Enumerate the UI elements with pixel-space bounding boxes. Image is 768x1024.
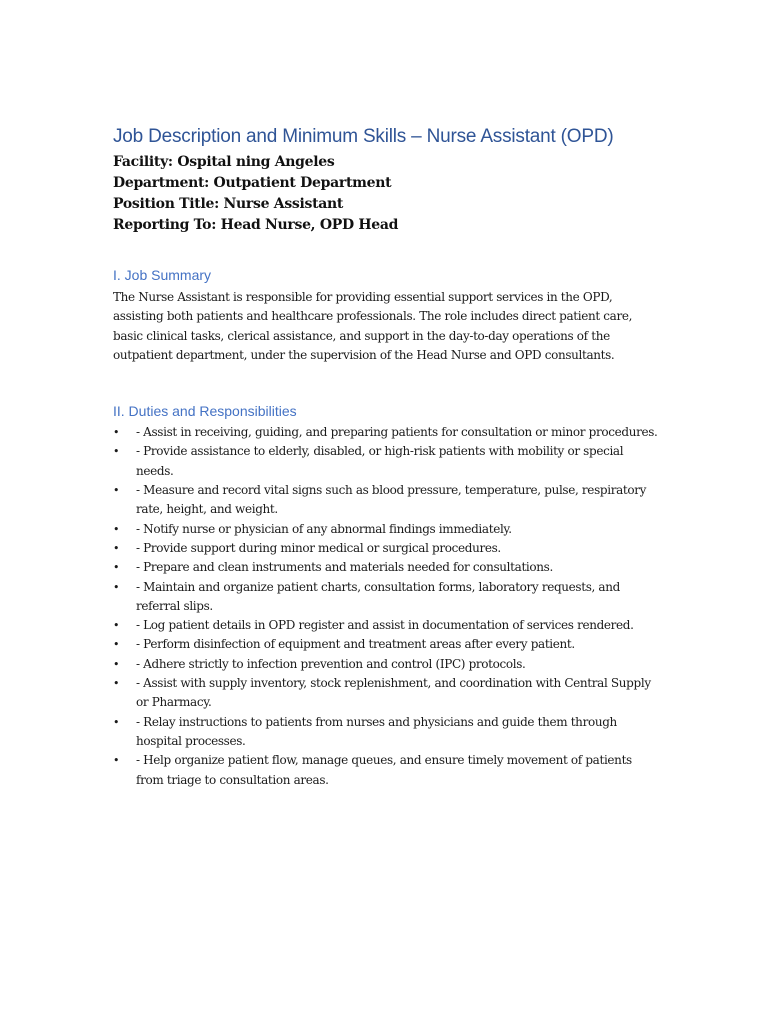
- duty-text: - Provide assistance to elderly, disabled, or high-risk patients with mobility or special needs.: [136, 444, 624, 478]
- meta-reporting-to: Reporting To: Head Nurse, OPD Head: [113, 217, 399, 233]
- section-heading-job-summary: I. Job Summary: [113, 267, 212, 283]
- duty-text: - Log patient details in OPD register and assist in documentation of services rendered.: [136, 618, 634, 633]
- bullet-icon: •: [113, 619, 120, 633]
- bullet-icon: •: [113, 754, 120, 768]
- meta-position-title: Position Title: Nurse Assistant: [113, 196, 344, 212]
- duty-text: - Adhere strictly to infection prevention and control (IPC) protocols.: [136, 656, 526, 671]
- duty-item: [113, 481, 661, 520]
- duty-text: - Maintain and organize patient charts, consultation forms, laboratory requests, and referral slips.: [136, 579, 620, 613]
- duty-item: [113, 442, 661, 481]
- bullet-icon: •: [113, 638, 120, 652]
- duty-text: - Assist in receiving, guiding, and preparing patients for consultation or minor procedures.: [136, 425, 658, 440]
- job-summary-text: The Nurse Assistant is responsible for providing essential support services in the OPD, assisting both patients and healthcare professionals. The role includes direct patient care, basic clinical tasks, clerical assistance, and support in the day-to-day operations of the outpatient department, under the supervision of the Head Nurse and OPD consultants.: [113, 290, 633, 362]
- bullet-icon: •: [113, 657, 120, 671]
- bullet-icon: •: [113, 580, 120, 594]
- duty-item: [113, 655, 661, 674]
- duty-text: - Help organize patient flow, manage queues, and ensure timely movement of patients from triage to consultation areas.: [136, 753, 632, 787]
- bullet-icon: •: [113, 541, 120, 555]
- duty-item: [113, 558, 661, 577]
- duties-list: [113, 423, 661, 790]
- document-content: [113, 124, 661, 790]
- bullet-icon: •: [113, 522, 120, 536]
- document-title: Job Description and Minimum Skills – Nurse Assistant (OPD): [113, 126, 614, 147]
- duty-item: [113, 423, 661, 442]
- meta-facility: Facility: Ospital ning Angeles: [113, 154, 335, 170]
- bullet-icon: •: [113, 484, 120, 498]
- bullet-icon: •: [113, 445, 120, 459]
- duty-item: [113, 539, 661, 558]
- duty-text: - Provide support during minor medical or surgical procedures.: [136, 540, 501, 555]
- meta-department: Department: Outpatient Department: [113, 175, 392, 191]
- duty-item: [113, 616, 661, 635]
- duty-item: [113, 635, 661, 654]
- section-heading-duties: II. Duties and Responsibilities: [113, 403, 297, 420]
- bullet-icon: •: [113, 561, 120, 575]
- duty-text: - Prepare and clean instruments and materials needed for consultations.: [136, 560, 553, 575]
- duty-text: - Notify nurse or physician of any abnormal findings immediately.: [136, 521, 512, 536]
- duty-item: [113, 751, 661, 790]
- duty-item: [113, 713, 661, 752]
- bullet-icon: •: [113, 715, 120, 729]
- duty-item: [113, 520, 661, 539]
- bullet-icon: •: [113, 426, 120, 440]
- duty-item: [113, 674, 661, 713]
- document-meta: [113, 152, 661, 236]
- duty-item: [113, 578, 661, 617]
- duty-text: - Relay instructions to patients from nurses and physicians and guide them through hospital processes.: [136, 714, 617, 748]
- duty-text: - Perform disinfection of equipment and treatment areas after every patient.: [136, 637, 575, 652]
- bullet-icon: •: [113, 677, 120, 691]
- duty-text: - Measure and record vital signs such as blood pressure, temperature, pulse, respiratory rate, height, and weight.: [136, 483, 647, 517]
- duty-text: - Assist with supply inventory, stock replenishment, and coordination with Central Supply or Pharmacy.: [136, 676, 651, 710]
